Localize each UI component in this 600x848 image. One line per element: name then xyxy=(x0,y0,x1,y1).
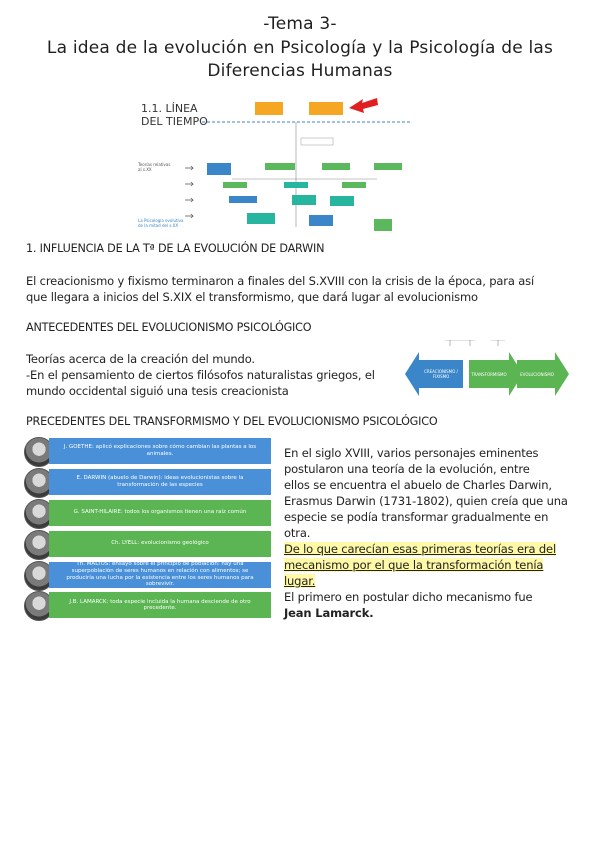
precedent-bar: E. DARWIN (abuelo de Darwin): ideas evolucionistas sobre la transformación de las especies xyxy=(49,469,271,495)
list-item xyxy=(24,438,274,464)
precedentes-list xyxy=(24,438,274,623)
svg-text:al s.XX: al s.XX xyxy=(138,167,152,172)
page-header-tema: -Tema 3- xyxy=(263,14,337,34)
section-heading-antecedentes: ANTECEDENTES DEL EVOLUCIONISMO PSICOLÓGICO xyxy=(26,321,312,334)
list-item xyxy=(24,562,274,588)
svg-text:La Psicología evolutiva: La Psicología evolutiva xyxy=(138,218,184,223)
svg-text:de la mitad del s.XX: de la mitad del s.XX xyxy=(138,223,179,228)
timeline-diagram xyxy=(137,92,410,233)
highlighted-text: De lo que carecían esas primeras teorías era del xyxy=(284,542,557,556)
timeline-title: 1.1. LÍNEA DEL TIEMPO xyxy=(141,102,208,128)
evo-label-evolucionismo: EVOLUCIONISMO xyxy=(520,372,554,377)
name-jean-lamarck: Jean Lamarck. xyxy=(284,606,374,620)
paragraph-creacionismo: El creacionismo y fixismo terminaron a finales del S.XVIII con la crisis de la época, para así que llegara a inicios del S.XIX el transformismo, que dará lugar al evolucionismo xyxy=(26,274,535,304)
precedent-bar: J.B. LAMARCK: toda especie incluida la humana desciende de otro precedente. xyxy=(49,592,271,618)
list-item xyxy=(24,500,274,526)
list-item xyxy=(24,592,274,618)
evo-label-creacionismo: CREACIONISMO / FIXISMO xyxy=(424,369,458,379)
precedent-bar: G. SAINT-HILAIRE: todos los organismos tienen una raíz común xyxy=(49,500,271,526)
timeline-figure xyxy=(137,92,410,233)
evo-label-transformismo: TRANSFORMISMO xyxy=(471,372,507,377)
section-heading-precedentes: PRECEDENTES DEL TRANSFORMISMO Y DEL EVOLUCIONISMO PSICOLÓGICO xyxy=(26,415,438,428)
paragraph-antecedentes: Teorías acerca de la creación del mundo. -En el pensamiento de ciertos filósofos naturalistas griegos, el mundo occidental siguió una tesis creacionista xyxy=(26,352,375,398)
precedent-bar: Th. MALTUS: ensayo sobre el principio de población: hay una superpoblación de seres humanos en relación con alimentos; se produciría una lucha por la existencia entre los seres humanos para sobrevivir. xyxy=(49,562,271,588)
svg-text:Teorías relativas: Teorías relativas xyxy=(138,162,171,167)
paragraph-precedentes: En el siglo XVIII, varios personajes eminentes postularon una teoría de la evolución, entre ellos se encuentra el abuelo de Charles Darwin, Erasmus Darwin (1731-1802), quien creía que una especie se podía transformar gradualmente en otra. De lo que carecían esas primeras teorías era del mecanismo por el que la transformación tenía lugar. El primero en postular dicho mecanismo fue Jean Lamarck. xyxy=(284,445,584,621)
evolution-arrows-figure xyxy=(405,340,573,398)
highlighted-text: mecanismo por el que la transformación tenía xyxy=(284,558,544,572)
page-title-line2: Diferencias Humanas xyxy=(207,61,393,81)
list-item xyxy=(24,469,274,495)
section-heading-influencia: 1. INFLUENCIA DE LA Tª DE LA EVOLUCIÓN DE DARWIN xyxy=(26,242,325,255)
precedent-bar: Ch. LYELL: evolucionismo geológico xyxy=(49,531,271,557)
precedent-bar: J. GOETHE: aplicó explicaciones sobre cómo cambian las plantas a los animales. xyxy=(49,438,271,464)
red-arrow-icon xyxy=(349,98,378,113)
list-item xyxy=(24,531,274,557)
highlighted-text: lugar. xyxy=(284,574,316,588)
page-title-line1: La idea de la evolución en Psicología y la Psicología de las xyxy=(46,38,554,58)
